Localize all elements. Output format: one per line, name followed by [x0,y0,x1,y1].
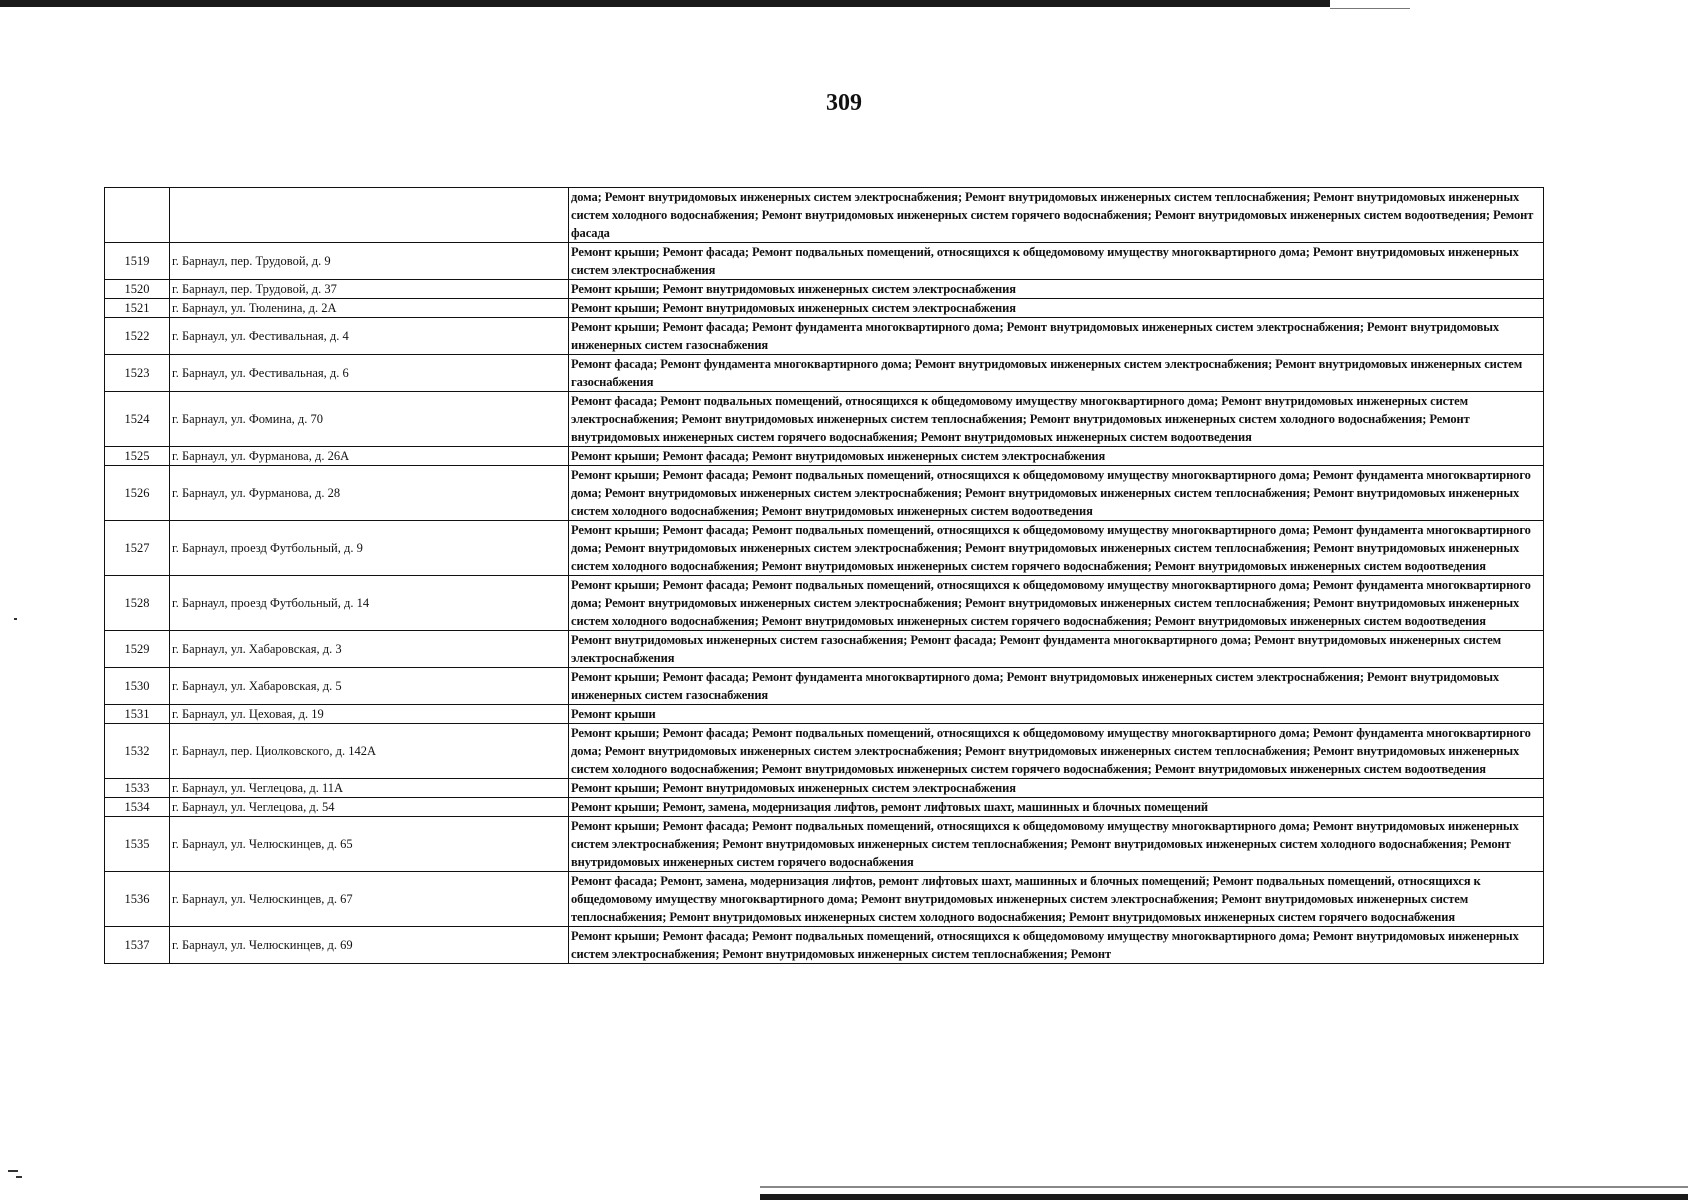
repair-works-cell: Ремонт крыши; Ремонт фасада; Ремонт подвальных помещений, относящихся к общедомовому имуществу многоквартирного дома; Ремонт внутридомовых инженерных систем электроснабжения [569,243,1544,280]
row-number: 1535 [105,817,170,872]
repair-works-cell: Ремонт крыши; Ремонт фасада; Ремонт внутридомовых инженерных систем электроснабжения [569,447,1544,466]
row-number: 1519 [105,243,170,280]
repair-registry-table [104,187,1544,964]
repair-works-cell: Ремонт фасада; Ремонт, замена, модернизация лифтов, ремонт лифтовых шахт, машинных и блочных помещений; Ремонт подвальных помещений, относящихся к общедомовому имуществу многоквартирного дома; Ремонт внутридомовых инженерных систем электроснабжения; Ремонт внутридомовых инженерных систем теплоснабжения; Ремонт внутридомовых инженерных систем холодного водоснабжения; Ремонт внутридомовых инженерных систем горячего водоснабжения [569,872,1544,927]
row-number: 1536 [105,872,170,927]
table-row [105,872,1544,927]
address-cell: г. Барнаул, ул. Фомина, д. 70 [170,392,569,447]
row-number: 1529 [105,631,170,668]
address-cell [170,188,569,243]
table-row [105,817,1544,872]
table-row [105,466,1544,521]
row-number: 1520 [105,280,170,299]
address-cell: г. Барнаул, ул. Фурманова, д. 28 [170,466,569,521]
table-row [105,631,1544,668]
address-cell: г. Барнаул, пер. Трудовой, д. 9 [170,243,569,280]
row-number: 1525 [105,447,170,466]
repair-works-cell: Ремонт крыши; Ремонт фасада; Ремонт подвальных помещений, относящихся к общедомовому имуществу многоквартирного дома; Ремонт фундамента многоквартирного дома; Ремонт внутридомовых инженерных систем электроснабжения; Ремонт внутридомовых инженерных систем теплоснабжения; Ремонт внутридомовых инженерных систем холодного водоснабжения; Ремонт внутридомовых инженерных систем горячего водоснабжения; Ремонт внутридомовых инженерных систем водоотведения [569,576,1544,631]
row-number: 1528 [105,576,170,631]
row-number: 1533 [105,779,170,798]
address-cell: г. Барнаул, ул. Фестивальная, д. 6 [170,355,569,392]
address-cell: г. Барнаул, ул. Хабаровская, д. 3 [170,631,569,668]
table-row [105,668,1544,705]
repair-works-cell: Ремонт крыши; Ремонт фасада; Ремонт фундамента многоквартирного дома; Ремонт внутридомовых инженерных систем электроснабжения; Ремонт внутридомовых инженерных систем газоснабжения [569,318,1544,355]
table-body [105,188,1544,964]
row-number: 1532 [105,724,170,779]
row-number: 1534 [105,798,170,817]
table-row [105,299,1544,318]
address-cell: г. Барнаул, ул. Чеглецова, д. 11А [170,779,569,798]
table-row [105,392,1544,447]
table-row [105,355,1544,392]
address-cell: г. Барнаул, ул. Челюскинцев, д. 67 [170,872,569,927]
address-cell: г. Барнаул, пер. Трудовой, д. 37 [170,280,569,299]
scan-speck [16,1176,22,1178]
address-cell: г. Барнаул, ул. Челюскинцев, д. 69 [170,927,569,964]
repair-works-cell: Ремонт крыши; Ремонт внутридомовых инженерных систем электроснабжения [569,779,1544,798]
row-number: 1526 [105,466,170,521]
table-row [105,724,1544,779]
table-row [105,779,1544,798]
address-cell: г. Барнаул, проезд Футбольный, д. 9 [170,521,569,576]
repair-works-cell: Ремонт внутридомовых инженерных систем газоснабжения; Ремонт фасада; Ремонт фундамента многоквартирного дома; Ремонт внутридомовых инженерных систем электроснабжения [569,631,1544,668]
row-number: 1521 [105,299,170,318]
address-cell: г. Барнаул, ул. Фестивальная, д. 4 [170,318,569,355]
table-row [105,521,1544,576]
table-row [105,318,1544,355]
table-row [105,280,1544,299]
table-row [105,243,1544,280]
repair-works-cell: Ремонт крыши; Ремонт фасада; Ремонт подвальных помещений, относящихся к общедомовому имуществу многоквартирного дома; Ремонт фундамента многоквартирного дома; Ремонт внутридомовых инженерных систем электроснабжения; Ремонт внутридомовых инженерных систем теплоснабжения; Ремонт внутридомовых инженерных систем холодного водоснабжения; Ремонт внутридомовых инженерных систем водоотведения [569,466,1544,521]
row-number [105,188,170,243]
scan-border-top-fade [1330,8,1410,9]
repair-works-cell: Ремонт фасада; Ремонт фундамента многоквартирного дома; Ремонт внутридомовых инженерных систем электроснабжения; Ремонт внутридомовых инженерных систем газоснабжения [569,355,1544,392]
repair-works-cell: Ремонт крыши; Ремонт фасада; Ремонт подвальных помещений, относящихся к общедомовому имуществу многоквартирного дома; Ремонт фундамента многоквартирного дома; Ремонт внутридомовых инженерных систем электроснабжения; Ремонт внутридомовых инженерных систем теплоснабжения; Ремонт внутридомовых инженерных систем холодного водоснабжения; Ремонт внутридомовых инженерных систем горячего водоснабжения; Ремонт внутридомовых инженерных систем водоотведения [569,521,1544,576]
repair-works-cell: Ремонт крыши; Ремонт фасада; Ремонт фундамента многоквартирного дома; Ремонт внутридомовых инженерных систем электроснабжения; Ремонт внутридомовых инженерных систем газоснабжения [569,668,1544,705]
scan-border-bottom [760,1194,1688,1200]
repair-works-cell: Ремонт крыши; Ремонт фасада; Ремонт подвальных помещений, относящихся к общедомовому имуществу многоквартирного дома; Ремонт внутридомовых инженерных систем электроснабжения; Ремонт внутридомовых инженерных систем теплоснабжения; Ремонт [569,927,1544,964]
row-number: 1522 [105,318,170,355]
page-number: 309 [826,90,862,116]
repair-works-cell: Ремонт крыши; Ремонт фасада; Ремонт подвальных помещений, относящихся к общедомовому имуществу многоквартирного дома; Ремонт внутридомовых инженерных систем электроснабжения; Ремонт внутридомовых инженерных систем теплоснабжения; Ремонт внутридомовых инженерных систем холодного водоснабжения; Ремонт внутридомовых инженерных систем горячего водоснабжения [569,817,1544,872]
repair-works-cell: Ремонт крыши; Ремонт, замена, модернизация лифтов, ремонт лифтовых шахт, машинных и блочных помещений [569,798,1544,817]
table-row [105,576,1544,631]
table-row [105,188,1544,243]
address-cell: г. Барнаул, ул. Фурманова, д. 26А [170,447,569,466]
table-row [105,798,1544,817]
repair-works-cell: Ремонт крыши; Ремонт фасада; Ремонт подвальных помещений, относящихся к общедомовому имуществу многоквартирного дома; Ремонт фундамента многоквартирного дома; Ремонт внутридомовых инженерных систем электроснабжения; Ремонт внутридомовых инженерных систем теплоснабжения; Ремонт внутридомовых инженерных систем холодного водоснабжения; Ремонт внутридомовых инженерных систем горячего водоснабжения; Ремонт внутридомовых инженерных систем водоотведения [569,724,1544,779]
address-cell: г. Барнаул, ул. Челюскинцев, д. 65 [170,817,569,872]
repair-works-cell: Ремонт крыши [569,705,1544,724]
address-cell: г. Барнаул, проезд Футбольный, д. 14 [170,576,569,631]
repair-works-cell: Ремонт фасада; Ремонт подвальных помещений, относящихся к общедомовому имуществу многоквартирного дома; Ремонт внутридомовых инженерных систем электроснабжения; Ремонт внутридомовых инженерных систем теплоснабжения; Ремонт внутридомовых инженерных систем холодного водоснабжения; Ремонт внутридомовых инженерных систем горячего водоснабжения; Ремонт внутридомовых инженерных систем водоотведения [569,392,1544,447]
row-number: 1523 [105,355,170,392]
row-number: 1537 [105,927,170,964]
scan-border-bottom-fade [760,1186,1688,1188]
table-row [105,447,1544,466]
repair-works-cell: дома; Ремонт внутридомовых инженерных систем электроснабжения; Ремонт внутридомовых инженерных систем теплоснабжения; Ремонт внутридомовых инженерных систем холодного водоснабжения; Ремонт внутридомовых инженерных систем горячего водоснабжения; Ремонт внутридомовых инженерных систем водоотведения; Ремонт фасада [569,188,1544,243]
row-number: 1524 [105,392,170,447]
scan-speck [14,618,17,620]
repair-works-cell: Ремонт крыши; Ремонт внутридомовых инженерных систем электроснабжения [569,299,1544,318]
scan-speck [8,1170,18,1172]
row-number: 1531 [105,705,170,724]
address-cell: г. Барнаул, ул. Хабаровская, д. 5 [170,668,569,705]
address-cell: г. Барнаул, ул. Цеховая, д. 19 [170,705,569,724]
scan-border-top [0,0,1330,7]
row-number: 1527 [105,521,170,576]
table-row [105,927,1544,964]
table-row [105,705,1544,724]
address-cell: г. Барнаул, ул. Чеглецова, д. 54 [170,798,569,817]
address-cell: г. Барнаул, пер. Циолковского, д. 142А [170,724,569,779]
address-cell: г. Барнаул, ул. Тюленина, д. 2А [170,299,569,318]
repair-works-cell: Ремонт крыши; Ремонт внутридомовых инженерных систем электроснабжения [569,280,1544,299]
row-number: 1530 [105,668,170,705]
